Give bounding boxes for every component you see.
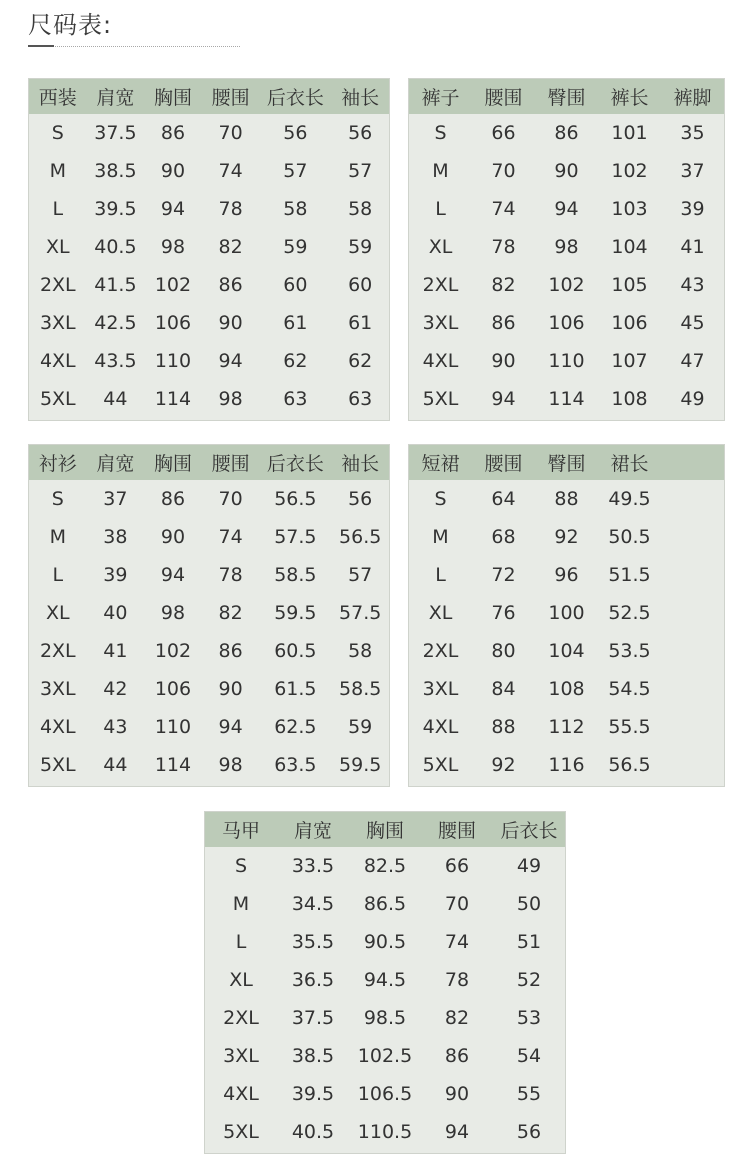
table-row xyxy=(29,380,389,418)
table-cell: 57 xyxy=(348,160,373,182)
table-cell: 62 xyxy=(348,350,373,372)
table-cell: 114 xyxy=(154,754,192,776)
table-row xyxy=(409,152,724,190)
size-label-cell: L xyxy=(52,564,64,586)
table-cell: 47 xyxy=(680,350,705,372)
table-cell: 98 xyxy=(218,754,243,776)
table-cell: 53 xyxy=(516,1007,542,1029)
table-cell: 42 xyxy=(103,678,128,700)
size-label-cell: L xyxy=(435,564,446,586)
table-cell: 86.5 xyxy=(363,893,407,915)
table-cell: 59 xyxy=(283,236,308,258)
table-cell: 90 xyxy=(218,678,243,700)
table-cell: 88 xyxy=(491,716,516,738)
table-cell: 60.5 xyxy=(274,640,317,662)
table-cell: 64 xyxy=(491,488,516,510)
table-cell: 72 xyxy=(491,564,516,586)
header-cell: 后衣长 xyxy=(266,87,324,109)
table-row xyxy=(205,923,565,961)
table-cell: 94 xyxy=(218,716,243,738)
table-row xyxy=(29,304,389,342)
table-cell: 88 xyxy=(554,488,579,510)
table-row xyxy=(29,480,389,518)
table-row xyxy=(205,999,565,1037)
table-row xyxy=(29,342,389,380)
table-cell: 90 xyxy=(218,312,243,334)
table-cell: 59 xyxy=(348,236,373,258)
table-cell: 38.5 xyxy=(291,1045,335,1067)
header-cell: 肩宽 xyxy=(293,820,332,842)
size-label-cell: 2XL xyxy=(223,1007,259,1029)
size-table-trousers xyxy=(408,78,725,421)
size-label-cell: L xyxy=(235,931,247,953)
table-cell: 90 xyxy=(160,526,186,548)
table-cell: 110 xyxy=(548,350,585,372)
table-row xyxy=(409,480,724,518)
table-cell: 102 xyxy=(548,274,585,296)
size-label-cell: 4XL xyxy=(223,1083,259,1105)
table-cell: 58.5 xyxy=(339,678,382,700)
size-label-cell: M xyxy=(232,893,250,915)
table-cell: 94 xyxy=(554,198,579,220)
table-cell: 94 xyxy=(444,1121,470,1143)
size-label-cell: XL xyxy=(45,602,70,624)
table-row xyxy=(409,114,724,152)
table-row xyxy=(29,556,389,594)
table-row xyxy=(409,266,724,304)
size-label-cell: 4XL xyxy=(422,716,459,738)
header-cell: 裤脚 xyxy=(673,87,712,109)
table-cell: 108 xyxy=(611,388,648,410)
table-row xyxy=(409,518,724,556)
table-cell: 94.5 xyxy=(363,969,407,991)
table-cell: 110 xyxy=(154,350,192,372)
table-cell: 102 xyxy=(154,274,192,296)
table-cell: 36.5 xyxy=(291,969,335,991)
header-cell: 衬衫 xyxy=(38,453,77,475)
header-cell: 马甲 xyxy=(221,820,260,842)
table-cell: 61 xyxy=(348,312,373,334)
table-cell: 98 xyxy=(160,236,186,258)
table-cell: 100 xyxy=(548,602,585,624)
table-cell: 86 xyxy=(160,122,186,144)
table-cell: 59.5 xyxy=(339,754,382,776)
table-header-row xyxy=(409,445,724,480)
table-cell: 56 xyxy=(283,122,308,144)
table-cell: 38.5 xyxy=(94,160,137,182)
table-cell: 38 xyxy=(103,526,128,548)
table-row xyxy=(29,746,389,784)
size-label-cell: 3XL xyxy=(422,312,459,334)
table-cell: 82.5 xyxy=(363,855,407,877)
header-cell: 腰围 xyxy=(437,820,476,842)
table-cell: 37.5 xyxy=(291,1007,335,1029)
table-cell: 94 xyxy=(160,564,186,586)
table-cell: 74 xyxy=(444,931,470,953)
table-cell: 49.5 xyxy=(608,488,651,510)
table-header-row xyxy=(205,812,565,847)
table-body xyxy=(29,114,389,418)
header-cell: 臀围 xyxy=(547,453,586,475)
table-cell: 90 xyxy=(554,160,579,182)
table-cell: 39.5 xyxy=(94,198,137,220)
table-cell: 101 xyxy=(611,122,648,144)
size-label-cell: L xyxy=(52,198,64,220)
table-cell: 92 xyxy=(554,526,579,548)
header-cell: 裤子 xyxy=(421,87,460,109)
table-cell: 55 xyxy=(516,1083,542,1105)
table-cell: 61 xyxy=(283,312,308,334)
size-label-cell: 5XL xyxy=(39,388,76,410)
table-cell: 78 xyxy=(218,564,243,586)
size-label-cell: M xyxy=(432,526,449,548)
table-cell: 59.5 xyxy=(274,602,317,624)
size-label-cell: M xyxy=(49,526,66,548)
table-cell: 62.5 xyxy=(274,716,317,738)
size-table-vest xyxy=(204,811,566,1154)
title-underline-accent xyxy=(28,45,54,47)
table-cell: 58 xyxy=(348,640,373,662)
table-cell: 55.5 xyxy=(608,716,651,738)
size-label-cell: 5XL xyxy=(39,754,76,776)
size-label-cell: 2XL xyxy=(422,274,459,296)
table-cell: 106.5 xyxy=(357,1083,413,1105)
table-cell: 92 xyxy=(491,754,516,776)
table-cell: 56.5 xyxy=(339,526,382,548)
size-label-cell: 3XL xyxy=(39,678,76,700)
table-cell: 82 xyxy=(218,602,243,624)
table-cell: 98 xyxy=(554,236,579,258)
table-body xyxy=(29,480,389,784)
table-row xyxy=(409,746,724,784)
header-cell: 胸围 xyxy=(365,820,404,842)
table-cell: 51.5 xyxy=(608,564,651,586)
size-table-shirt xyxy=(28,444,390,787)
size-label-cell: XL xyxy=(428,602,453,624)
header-cell: 后衣长 xyxy=(266,453,324,475)
size-label-cell: 5XL xyxy=(223,1121,259,1143)
table-cell: 90 xyxy=(491,350,516,372)
size-label-cell: 5XL xyxy=(422,388,459,410)
size-label-cell: XL xyxy=(45,236,70,258)
table-cell: 102.5 xyxy=(357,1045,413,1067)
table-cell: 70 xyxy=(218,122,243,144)
table-cell: 106 xyxy=(611,312,648,334)
table-row xyxy=(409,380,724,418)
size-label-cell: 5XL xyxy=(422,754,459,776)
table-cell: 61.5 xyxy=(274,678,317,700)
table-cell: 70 xyxy=(491,160,516,182)
table-row xyxy=(205,1037,565,1075)
table-cell: 68 xyxy=(491,526,516,548)
table-cell: 82 xyxy=(491,274,516,296)
table-cell: 39 xyxy=(103,564,128,586)
table-row xyxy=(29,708,389,746)
header-cell: 腰围 xyxy=(484,453,523,475)
table-cell: 86 xyxy=(218,640,243,662)
table-header-row xyxy=(29,445,389,480)
table-cell: 57 xyxy=(348,564,373,586)
table-cell: 82 xyxy=(218,236,243,258)
table-row xyxy=(409,632,724,670)
table-cell: 54.5 xyxy=(608,678,651,700)
table-cell: 56.5 xyxy=(274,488,317,510)
size-label-cell: XL xyxy=(428,236,453,258)
table-cell: 94 xyxy=(218,350,243,372)
size-table-suit xyxy=(28,78,390,421)
size-label-cell: S xyxy=(434,488,447,510)
header-cell: 胸围 xyxy=(153,87,192,109)
table-row xyxy=(29,670,389,708)
size-label-cell: S xyxy=(51,122,64,144)
table-cell: 40.5 xyxy=(94,236,137,258)
table-cell: 49 xyxy=(680,388,705,410)
header-cell: 短裙 xyxy=(421,453,460,475)
table-cell: 84 xyxy=(491,678,516,700)
size-label-cell: M xyxy=(432,160,449,182)
table-cell: 74 xyxy=(218,526,243,548)
table-cell: 58 xyxy=(283,198,308,220)
table-cell: 78 xyxy=(444,969,470,991)
table-cell: 59 xyxy=(348,716,373,738)
table-cell: 56.5 xyxy=(608,754,651,776)
table-row xyxy=(409,190,724,228)
table-cell: 58.5 xyxy=(274,564,317,586)
table-cell: 94 xyxy=(491,388,516,410)
table-cell: 39.5 xyxy=(291,1083,335,1105)
table-cell: 35 xyxy=(680,122,705,144)
table-cell: 98.5 xyxy=(363,1007,407,1029)
header-cell: 腰围 xyxy=(484,87,523,109)
table-cell: 57.5 xyxy=(274,526,317,548)
table-cell: 44 xyxy=(103,754,128,776)
size-label-cell: S xyxy=(51,488,64,510)
table-row xyxy=(29,266,389,304)
table-cell: 76 xyxy=(491,602,516,624)
table-cell: 52 xyxy=(516,969,542,991)
table-cell: 41 xyxy=(103,640,128,662)
table-row xyxy=(29,632,389,670)
table-cell: 63 xyxy=(348,388,373,410)
table-cell: 35.5 xyxy=(291,931,335,953)
table-cell: 104 xyxy=(611,236,648,258)
table-cell: 45 xyxy=(680,312,705,334)
table-cell: 102 xyxy=(611,160,648,182)
table-cell: 66 xyxy=(491,122,516,144)
table-cell: 42.5 xyxy=(94,312,137,334)
size-label-cell: S xyxy=(434,122,447,144)
table-cell: 106 xyxy=(154,312,192,334)
table-cell: 37.5 xyxy=(94,122,137,144)
table-cell: 110.5 xyxy=(357,1121,413,1143)
table-body xyxy=(409,480,724,784)
table-row xyxy=(29,190,389,228)
table-cell: 43 xyxy=(103,716,128,738)
table-header-row xyxy=(29,79,389,114)
table-cell: 40.5 xyxy=(291,1121,335,1143)
table-body xyxy=(409,114,724,418)
table-cell: 52.5 xyxy=(608,602,651,624)
table-cell: 58 xyxy=(348,198,373,220)
table-cell: 106 xyxy=(548,312,585,334)
table-cell: 116 xyxy=(548,754,585,776)
table-row xyxy=(409,304,724,342)
header-cell: 袖长 xyxy=(341,87,380,109)
table-cell: 74 xyxy=(491,198,516,220)
table-row xyxy=(409,228,724,266)
table-cell: 108 xyxy=(548,678,585,700)
table-cell: 70 xyxy=(218,488,243,510)
table-row xyxy=(29,152,389,190)
table-row xyxy=(409,670,724,708)
table-cell: 94 xyxy=(160,198,186,220)
table-row xyxy=(205,885,565,923)
size-label-cell: 4XL xyxy=(39,716,76,738)
table-cell: 86 xyxy=(444,1045,470,1067)
table-cell: 80 xyxy=(491,640,516,662)
size-label-cell: S xyxy=(234,855,248,877)
table-cell: 106 xyxy=(154,678,192,700)
size-label-cell: M xyxy=(49,160,66,182)
title-underline-dotted xyxy=(28,46,240,47)
header-cell: 肩宽 xyxy=(96,453,135,475)
table-cell: 53.5 xyxy=(608,640,651,662)
size-label-cell: 3XL xyxy=(223,1045,259,1067)
table-cell: 103 xyxy=(611,198,648,220)
table-cell: 43 xyxy=(680,274,705,296)
size-label-cell: 2XL xyxy=(39,640,76,662)
table-cell: 78 xyxy=(218,198,243,220)
table-cell: 40 xyxy=(103,602,128,624)
table-cell: 96 xyxy=(554,564,579,586)
header-cell: 裤长 xyxy=(610,87,649,109)
table-row xyxy=(29,228,389,266)
table-cell: 50.5 xyxy=(608,526,651,548)
page-title: 尺码表: xyxy=(28,11,113,39)
table-cell: 86 xyxy=(554,122,579,144)
table-cell: 57.5 xyxy=(339,602,382,624)
header-cell: 腰围 xyxy=(211,453,250,475)
size-label-cell: 4XL xyxy=(422,350,459,372)
table-cell: 86 xyxy=(491,312,516,334)
table-cell: 102 xyxy=(154,640,192,662)
table-row xyxy=(205,1075,565,1113)
table-cell: 105 xyxy=(611,274,648,296)
table-cell: 41.5 xyxy=(94,274,137,296)
table-cell: 63.5 xyxy=(274,754,317,776)
table-cell: 56 xyxy=(516,1121,542,1143)
table-cell: 70 xyxy=(444,893,470,915)
header-cell: 腰围 xyxy=(211,87,250,109)
table-cell: 90 xyxy=(160,160,186,182)
size-label-cell: 2XL xyxy=(39,274,76,296)
table-cell: 90.5 xyxy=(363,931,407,953)
header-cell: 裙长 xyxy=(610,453,649,475)
table-cell: 98 xyxy=(160,602,186,624)
table-cell: 56 xyxy=(348,122,373,144)
table-cell: 114 xyxy=(154,388,192,410)
table-cell: 86 xyxy=(218,274,243,296)
table-row xyxy=(205,961,565,999)
table-cell: 78 xyxy=(491,236,516,258)
table-cell: 74 xyxy=(218,160,243,182)
table-row xyxy=(409,594,724,632)
table-cell: 43.5 xyxy=(94,350,137,372)
header-cell: 胸围 xyxy=(153,453,192,475)
table-cell: 44 xyxy=(103,388,128,410)
size-label-cell: 2XL xyxy=(422,640,459,662)
table-cell: 33.5 xyxy=(291,855,335,877)
table-row xyxy=(29,518,389,556)
table-cell: 50 xyxy=(516,893,542,915)
table-cell: 62 xyxy=(283,350,308,372)
table-cell: 51 xyxy=(516,931,542,953)
table-cell: 86 xyxy=(160,488,186,510)
table-cell: 37 xyxy=(680,160,705,182)
table-row xyxy=(409,556,724,594)
header-cell: 肩宽 xyxy=(96,87,135,109)
table-cell: 56 xyxy=(348,488,373,510)
header-cell: 西装 xyxy=(38,87,77,109)
table-row xyxy=(29,594,389,632)
table-cell: 63 xyxy=(283,388,308,410)
table-cell: 90 xyxy=(444,1083,470,1105)
table-cell: 57 xyxy=(283,160,308,182)
table-row xyxy=(409,342,724,380)
table-cell: 112 xyxy=(548,716,585,738)
table-cell: 34.5 xyxy=(291,893,335,915)
table-cell: 104 xyxy=(548,640,585,662)
table-cell: 98 xyxy=(218,388,243,410)
table-row xyxy=(205,847,565,885)
table-cell: 60 xyxy=(348,274,373,296)
size-label-cell: L xyxy=(435,198,446,220)
table-row xyxy=(409,708,724,746)
table-cell: 41 xyxy=(680,236,705,258)
size-label-cell: 4XL xyxy=(39,350,76,372)
table-cell: 37 xyxy=(103,488,128,510)
table-cell: 49 xyxy=(516,855,542,877)
header-cell: 臀围 xyxy=(547,87,586,109)
table-header-row xyxy=(409,79,724,114)
table-cell: 82 xyxy=(444,1007,470,1029)
table-cell: 54 xyxy=(516,1045,542,1067)
table-body xyxy=(205,847,565,1151)
size-label-cell: 3XL xyxy=(422,678,459,700)
table-cell: 39 xyxy=(680,198,705,220)
header-cell: 袖长 xyxy=(341,453,380,475)
header-cell: 后衣长 xyxy=(500,820,558,842)
table-cell: 114 xyxy=(548,388,585,410)
table-cell: 60 xyxy=(283,274,308,296)
table-cell: 107 xyxy=(611,350,648,372)
size-table-skirt xyxy=(408,444,725,787)
table-row xyxy=(205,1113,565,1151)
table-row xyxy=(29,114,389,152)
size-label-cell: XL xyxy=(229,969,253,991)
table-cell: 110 xyxy=(154,716,192,738)
size-label-cell: 3XL xyxy=(39,312,76,334)
table-cell: 66 xyxy=(444,855,470,877)
